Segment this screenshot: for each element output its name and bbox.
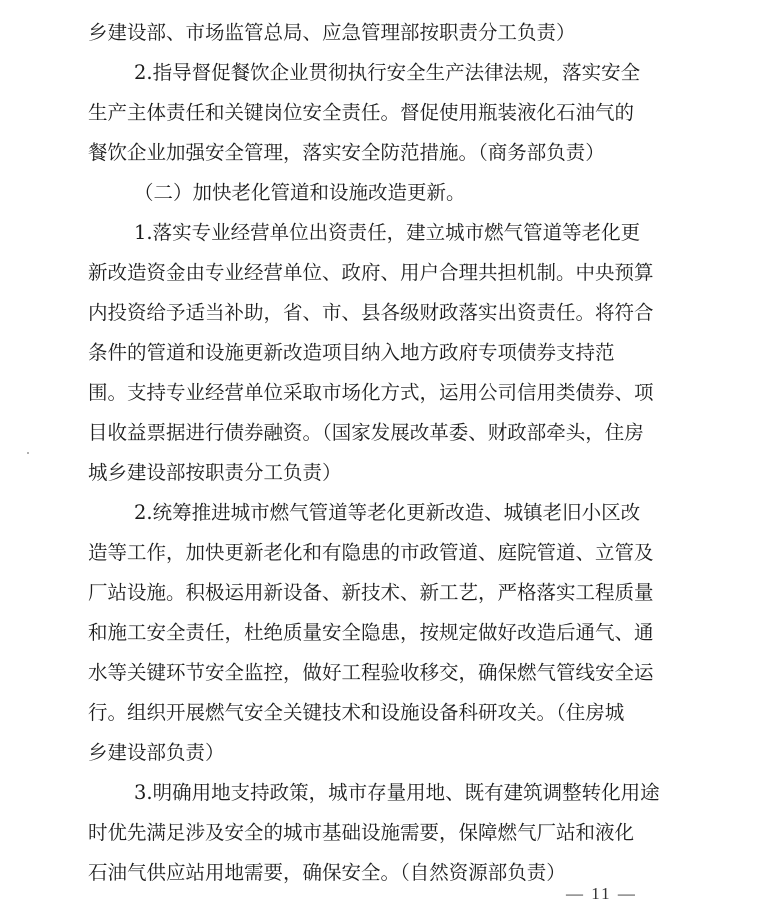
- text-line: 和施工安全责任，杜绝质量安全隐患，按规定做好改造后通气、通: [88, 621, 654, 644]
- text-line: 乡建设部、市场监管总局、应急管理部按职责分工负责）: [88, 21, 576, 44]
- page-number: — 11 —: [566, 884, 637, 903]
- text-line: 造等工作，加快更新老化和有隐患的市政管道、庭院管道、立管及: [88, 541, 654, 564]
- scan-speck: [27, 452, 29, 454]
- text-line: 行。组织开展燃气安全关键技术和设施设备科研攻关。（住房城: [88, 701, 625, 724]
- text-line: 乡建设部负责）: [88, 741, 225, 764]
- text-line: 条件的管道和设施更新改造项目纳入地方政府专项债券支持范: [88, 341, 615, 364]
- text-line: 水等关键环节安全监控，做好工程验收移交，确保燃气管线安全运: [88, 661, 654, 684]
- text-line: 围。支持专业经营单位采取市场化方式，运用公司信用类债券、项: [88, 381, 654, 404]
- text-line: 内投资给予适当补助，省、市、县各级财政落实出资责任。将符合: [88, 301, 654, 324]
- text-line: 1.落实专业经营单位出资责任，建立城市燃气管道等老化更: [134, 221, 641, 244]
- text-line: 2.统筹推进城市燃气管道等老化更新改造、城镇老旧小区改: [134, 501, 641, 524]
- text-line: 新改造资金由专业经营单位、政府、用户合理共担机制。中央预算: [88, 261, 654, 284]
- text-line: 石油气供应站用地需要，确保安全。（自然资源部负责）: [88, 861, 566, 884]
- text-line: 城乡建设部按职责分工负责）: [88, 461, 342, 484]
- text-line: 目收益票据进行债券融资。（国家发展改革委、财政部牵头，住房: [88, 421, 644, 444]
- text-line: 3.明确用地支持政策，城市存量用地、既有建筑调整转化用途: [134, 781, 660, 804]
- text-line: 时优先满足涉及安全的城市基础设施需要，保障燃气厂站和液化: [88, 821, 635, 844]
- text-line: 2.指导督促餐饮企业贯彻执行安全生产法律法规，落实安全: [134, 61, 641, 84]
- text-line: 生产主体责任和关键岗位安全责任。督促使用瓶装液化石油气的: [88, 101, 635, 124]
- text-line: 厂站设施。积极运用新设备、新技术、新工艺，严格落实工程质量: [88, 581, 654, 604]
- section-heading: （二）加快老化管道和设施改造更新。: [134, 181, 466, 204]
- text-line: 餐饮企业加强安全管理，落实安全防范措施。（商务部负责）: [88, 141, 605, 164]
